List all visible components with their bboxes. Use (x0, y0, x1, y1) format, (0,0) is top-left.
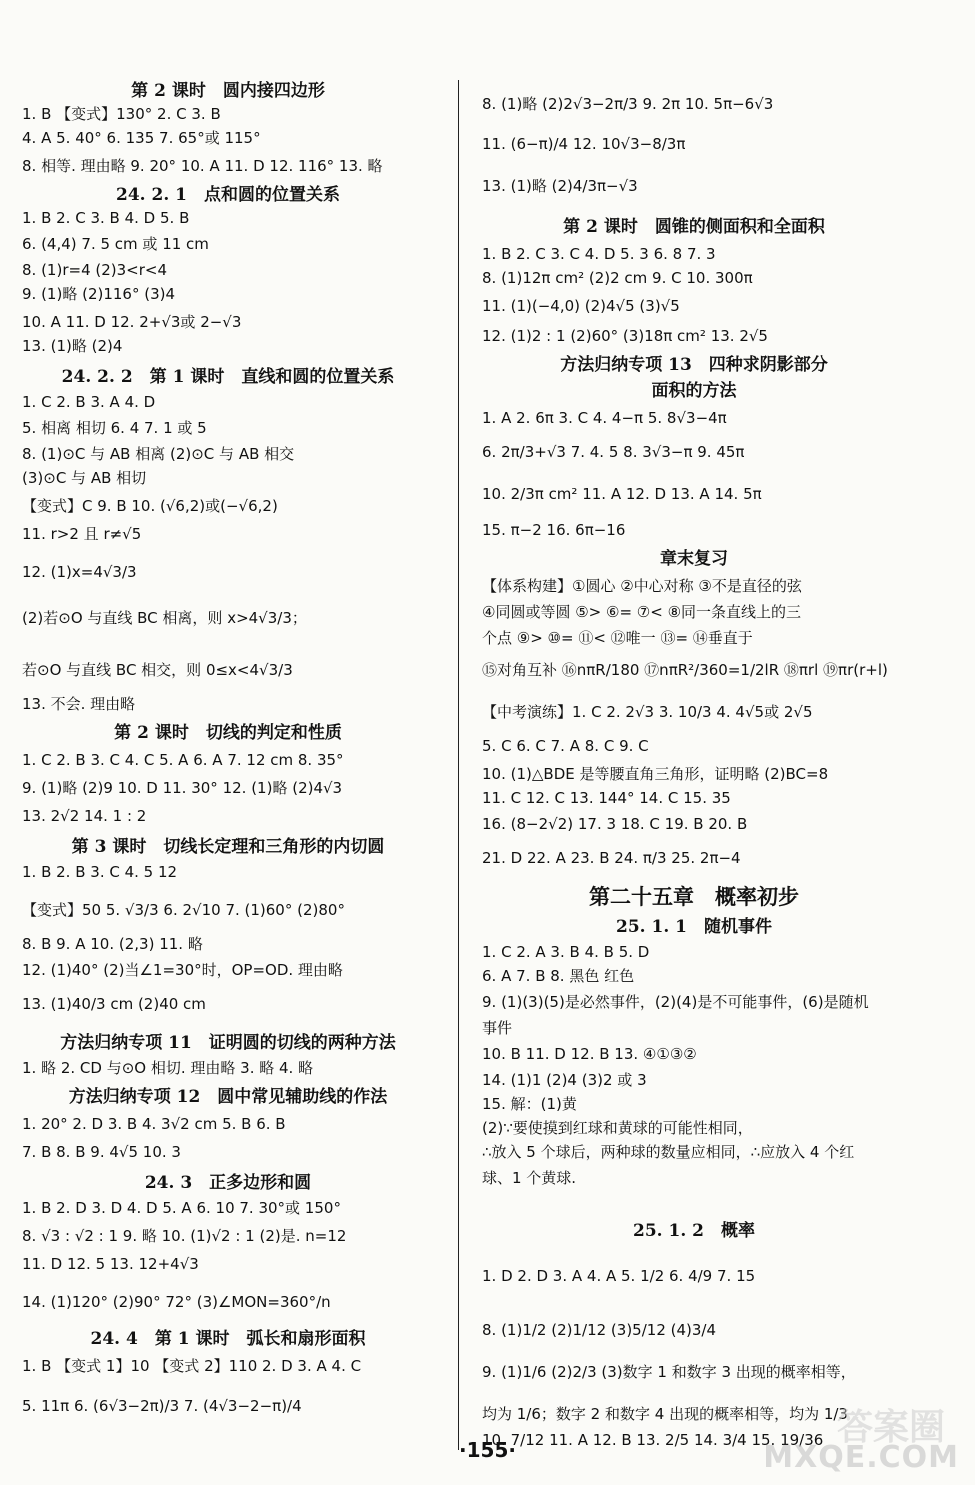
section-heading: 24. 2. 2 第 1 课时 直线和圆的位置关系 (61, 367, 395, 387)
watermark-logo: 答案圈 (836, 1407, 945, 1448)
answer-line: 【中考演练】1. C 2. 2√3 3. 10/3 4. 4√5或 2√5 (482, 703, 813, 721)
answer-line: 1. C 2. B 3. C 4. C 5. A 6. A 7. 12 cm 8. 35° (22, 751, 344, 769)
answer-line: 9. (1)略 (2)116° (3)4 (22, 285, 176, 303)
answer-line: 8. B 9. A 10. (2,3) 11. 略 (22, 935, 203, 953)
answer-line: 9. (1)1/6 (2)2/3 (3)数字 1 和数字 3 出现的概率相等， (482, 1363, 856, 1381)
answer-line: 【体系构建】①圆心 ②中心对称 ③不是直径的弦 (482, 577, 802, 595)
column-divider (458, 80, 459, 1450)
section-heading: 24. 4 第 1 课时 弧长和扇形面积 (90, 1329, 366, 1349)
answer-line: 1. B 2. D 3. D 4. D 5. A 6. 10 7. 30°或 150° (22, 1199, 341, 1217)
answer-line: 13. 不会. 理由略 (22, 695, 136, 713)
answer-line: 均为 1/6；数字 2 和数字 4 出现的概率相等，均为 1/3 (482, 1405, 848, 1423)
answer-line: 1. C 2. A 3. B 4. B 5. D (482, 943, 650, 961)
answer-line: 10. 7/12 11. A 12. B 13. 2/5 14. 3/4 15. 19/36 (482, 1431, 824, 1449)
answer-line: 12. (1)x=4√3/3 (22, 563, 137, 581)
answer-line: 5. 11π 6. (6√3−2π)/3 7. (4√3−2−π)/4 (22, 1397, 302, 1415)
section-heading: 24. 3 正多边形和圆 (144, 1173, 312, 1193)
answer-line: 4. A 5. 40° 6. 135 7. 65°或 115° (22, 129, 261, 147)
answer-line: 1. B 2. B 3. C 4. 5 12 (22, 863, 178, 881)
answer-line: 1. 20° 2. D 3. B 4. 3√2 cm 5. B 6. B (22, 1115, 286, 1133)
answer-line: ⑮对角互补 ⑯nπR/180 ⑰nπR²/360=1/2lR ⑱πrl ⑲πr(r+l) (482, 661, 888, 679)
answer-line: 13. (1)略 (2)4/3π−√3 (482, 177, 638, 195)
answer-line: 8. (1)12π cm² (2)2 cm 9. C 10. 300π (482, 269, 753, 287)
answer-line: 1. B 2. C 3. B 4. D 5. B (22, 209, 190, 227)
section-heading: 第二十五章 概率初步 (589, 884, 799, 909)
answer-line: 10. B 11. D 12. B 13. ④①③② (482, 1045, 697, 1063)
answer-line: 15. 解：(1)黄 (482, 1095, 577, 1113)
answer-line: 10. A 11. D 12. 2+√3或 2−√3 (22, 313, 242, 331)
section-heading: 方法归纳专项 12 圆中常见辅助线的作法 (68, 1087, 388, 1107)
watermark-site: MXQE.COM (763, 1440, 959, 1475)
answer-line: 8. (1)r=4 (2)3<r<4 (22, 261, 168, 279)
section-heading: 方法归纳专项 13 四种求阴影部分 (560, 355, 828, 375)
answer-line: 【变式】50 5. √3/3 6. 2√10 7. (1)60° (2)80° (22, 901, 345, 919)
answer-line: 10. (1)△BDE 是等腰直角三角形，证明略 (2)BC=8 (482, 765, 829, 783)
answer-line: 【变式】C 9. B 10. (√6,2)或(−√6,2) (22, 497, 278, 515)
answer-line: 14. (1)120° (2)90° 72° (3)∠MON=360°/n (22, 1293, 331, 1311)
answer-line: 13. (1)略 (2)4 (22, 337, 123, 355)
answer-line: 13. 2√2 14. 1 : 2 (22, 807, 147, 825)
answer-line: 7. B 8. B 9. 4√5 10. 3 (22, 1143, 181, 1161)
answer-line: 11. D 12. 5 13. 12+4√3 (22, 1255, 199, 1273)
section-heading: 第 2 课时 圆内接四边形 (131, 81, 325, 101)
answer-line: 1. A 2. 6π 3. C 4. 4−π 5. 8√3−4π (482, 409, 727, 427)
answer-line: 11. C 12. C 13. 144° 14. C 15. 35 (482, 789, 731, 807)
section-heading: 24. 2. 1 点和圆的位置关系 (116, 185, 340, 205)
answer-line: 1. D 2. D 3. A 4. A 5. 1/2 6. 4/9 7. 15 (482, 1267, 756, 1285)
answer-line: 1. 略 2. CD 与⊙O 相切. 理由略 3. 略 4. 略 (22, 1059, 314, 1077)
section-heading: 25. 1. 2 概率 (633, 1221, 755, 1241)
answer-line: 5. C 6. C 7. A 8. C 9. C (482, 737, 649, 755)
section-heading: 方法归纳专项 11 证明圆的切线的两种方法 (60, 1033, 396, 1053)
answer-line: 9. (1)略 (2)9 10. D 11. 30° 12. (1)略 (2)4√3 (22, 779, 343, 797)
answer-line: (3)⊙C 与 AB 相切 (22, 469, 147, 487)
answer-line: 8. (1)1/2 (2)1/12 (3)5/12 (4)3/4 (482, 1321, 717, 1339)
answer-line: 14. (1)1 (2)4 (3)2 或 3 (482, 1071, 647, 1089)
answer-line: 15. π−2 16. 6π−16 (482, 521, 626, 539)
answer-line: 11. (6−π)/4 12. 10√3−8/3π (482, 135, 686, 153)
answer-line: ∴放入 5 个球后，两种球的数量应相同，∴应放入 4 个红 (482, 1143, 855, 1161)
watermark (765, 1399, 965, 1477)
answer-line: 21. D 22. A 23. B 24. π/3 25. 2π−4 (482, 849, 741, 867)
answer-line: 16. (8−2√2) 17. 3 18. C 19. B 20. B (482, 815, 748, 833)
answer-line: 个点 ⑨> ⑩= ⑪< ⑫唯一 ⑬= ⑭垂直于 (482, 629, 753, 647)
answer-line: 1. B 2. C 3. C 4. D 5. 3 6. 8 7. 3 (482, 245, 716, 263)
answer-line: 8. 相等. 理由略 9. 20° 10. A 11. D 12. 116° 13. 略 (22, 157, 383, 175)
answer-line: 8. (1)略 (2)2√3−2π/3 9. 2π 10. 5π−6√3 (482, 95, 774, 113)
answer-line: 8. √3 : √2 : 1 9. 略 10. (1)√2 : 1 (2)是. n=12 (22, 1227, 347, 1245)
section-heading: 25. 1. 1 随机事件 (616, 917, 772, 937)
answer-line: 11. (1)(−4,0) (2)4√5 (3)√5 (482, 297, 680, 315)
answer-line: 5. 相离 相切 6. 4 7. 1 或 5 (22, 419, 207, 437)
section-heading: 第 2 课时 切线的判定和性质 (114, 723, 342, 743)
answer-line: 11. r>2 且 r≠√5 (22, 525, 142, 543)
section-heading: 第 2 课时 圆锥的侧面积和全面积 (563, 217, 825, 237)
answer-line: ④同圆或等圆 ⑤> ⑥= ⑦< ⑧同一条直线上的三 (482, 603, 802, 621)
answer-line: 9. (1)(3)(5)是必然事件，(2)(4)是不可能事件，(6)是随机 (482, 993, 869, 1011)
answer-line: (2)∵要使摸到红球和黄球的可能性相同， (482, 1119, 753, 1137)
answer-line: 12. (1)40° (2)当∠1=30°时，OP=OD. 理由略 (22, 961, 343, 979)
answer-line: 12. (1)2 : 1 (2)60° (3)18π cm² 13. 2√5 (482, 327, 768, 345)
answer-line: 6. A 7. B 8. 黑色 红色 (482, 967, 635, 985)
page-number: ·155· (459, 1438, 516, 1462)
answer-line: 1. C 2. B 3. A 4. D (22, 393, 156, 411)
answer-line: 球、1 个黄球. (482, 1169, 577, 1187)
section-heading: 章末复习 (660, 549, 728, 569)
answer-line: 13. (1)40/3 cm (2)40 cm (22, 995, 206, 1013)
answer-line: (2)若⊙O 与直线 BC 相离，则 x>4√3/3； (22, 609, 307, 627)
answer-line: 1. B 【变式】130° 2. C 3. B (22, 105, 221, 123)
answer-line: 1. B 【变式 1】10 【变式 2】110 2. D 3. A 4. C (22, 1357, 362, 1375)
answer-line: 10. 2/3π cm² 11. A 12. D 13. A 14. 5π (482, 485, 762, 503)
section-heading: 第 3 课时 切线长定理和三角形的内切圆 (71, 837, 385, 857)
answer-line: 事件 (482, 1019, 513, 1037)
answer-line: 8. (1)⊙C 与 AB 相离 (2)⊙C 与 AB 相交 (22, 445, 295, 463)
answer-line: 6. (4,4) 7. 5 cm 或 11 cm (22, 235, 209, 253)
section-heading: 面积的方法 (651, 381, 737, 401)
answer-line: 6. 2π/3+√3 7. 4. 5 8. 3√3−π 9. 45π (482, 443, 745, 461)
answer-line: 若⊙O 与直线 BC 相交，则 0≤x<4√3/3 (22, 661, 293, 679)
